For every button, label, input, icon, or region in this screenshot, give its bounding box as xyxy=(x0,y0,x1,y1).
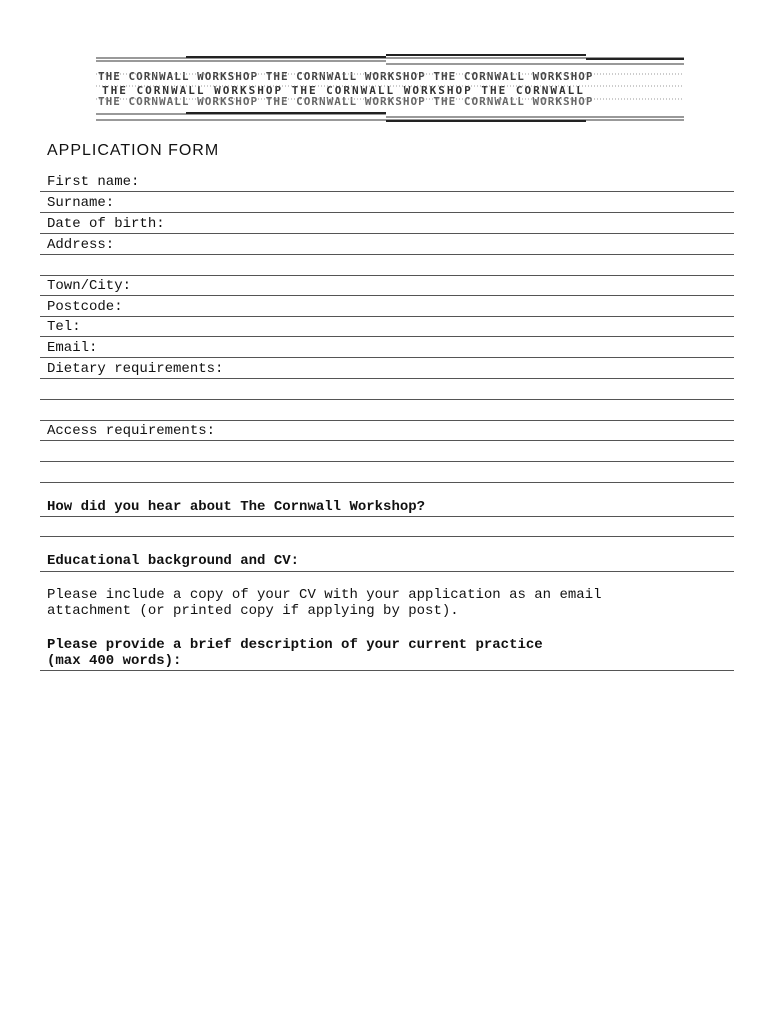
address-label: Address: xyxy=(47,237,115,253)
how-did-you-hear-field[interactable] xyxy=(40,484,734,517)
address-field[interactable] xyxy=(40,235,734,255)
dietary-requirements-field[interactable] xyxy=(40,359,734,379)
access-line-3-field[interactable] xyxy=(40,463,734,483)
dietary-line-2-field[interactable] xyxy=(40,380,734,400)
postcode-field[interactable] xyxy=(40,297,734,317)
postcode-label: Postcode: xyxy=(47,299,123,315)
educational-background-field[interactable] xyxy=(40,538,734,572)
form-title: APPLICATION FORM xyxy=(47,142,220,159)
access-line-2-field[interactable] xyxy=(40,442,734,462)
how-did-you-hear-line-2-field[interactable] xyxy=(40,517,734,537)
email-label: Email: xyxy=(47,340,98,356)
access-requirements-field[interactable] xyxy=(40,421,734,441)
dietary-line-3-field[interactable] xyxy=(40,401,734,421)
address-line-2-field[interactable] xyxy=(40,256,734,276)
educational-background-label: Educational background and CV: xyxy=(47,553,300,569)
surname-label: Surname: xyxy=(47,195,115,211)
svg-text:THE CORNWALL WORKSHOP THE COR: THE CORNWALL WORKSHOP THE CORNWALL WORKSHOP THE CORNWALL WORKSHOP xyxy=(98,70,594,83)
date-of-birth-field[interactable] xyxy=(40,214,734,234)
date-of-birth-label: Date of birth: xyxy=(47,216,165,232)
town-city-field[interactable] xyxy=(40,276,734,296)
how-did-you-hear-label: How did you hear about The Cornwall Workshop? xyxy=(47,499,426,515)
the-cornwall-workshop-logo-icon xyxy=(96,52,684,126)
svg-text:THE CORNWALL WORKSHOP THE COR: THE CORNWALL WORKSHOP THE CORNWALL WORKSHOP THE CORNWALL WORKSHOP xyxy=(98,95,594,108)
cv-instructions: Please include a copy of your CV with your application as an email attachment (or printed copy if applying by post). xyxy=(47,587,602,619)
town-city-label: Town/City: xyxy=(47,278,132,294)
tel-label: Tel: xyxy=(47,319,81,335)
access-requirements-label: Access requirements: xyxy=(47,423,216,439)
tel-field[interactable] xyxy=(40,317,734,337)
email-field[interactable] xyxy=(40,338,734,358)
first-name-label: First name: xyxy=(47,174,140,190)
first-name-field[interactable] xyxy=(40,172,734,192)
practice-description-field[interactable] xyxy=(40,651,734,671)
dietary-requirements-label: Dietary requirements: xyxy=(47,361,224,377)
svg-text:THE CORNWALL WORKSHOP THE CORN: THE CORNWALL WORKSHOP THE CORNWALL WORKSHOP THE CORNWALL xyxy=(102,84,585,97)
surname-field[interactable] xyxy=(40,193,734,213)
practice-description-prompt: Please provide a brief description of your current practice (max 400 words): xyxy=(47,637,543,669)
